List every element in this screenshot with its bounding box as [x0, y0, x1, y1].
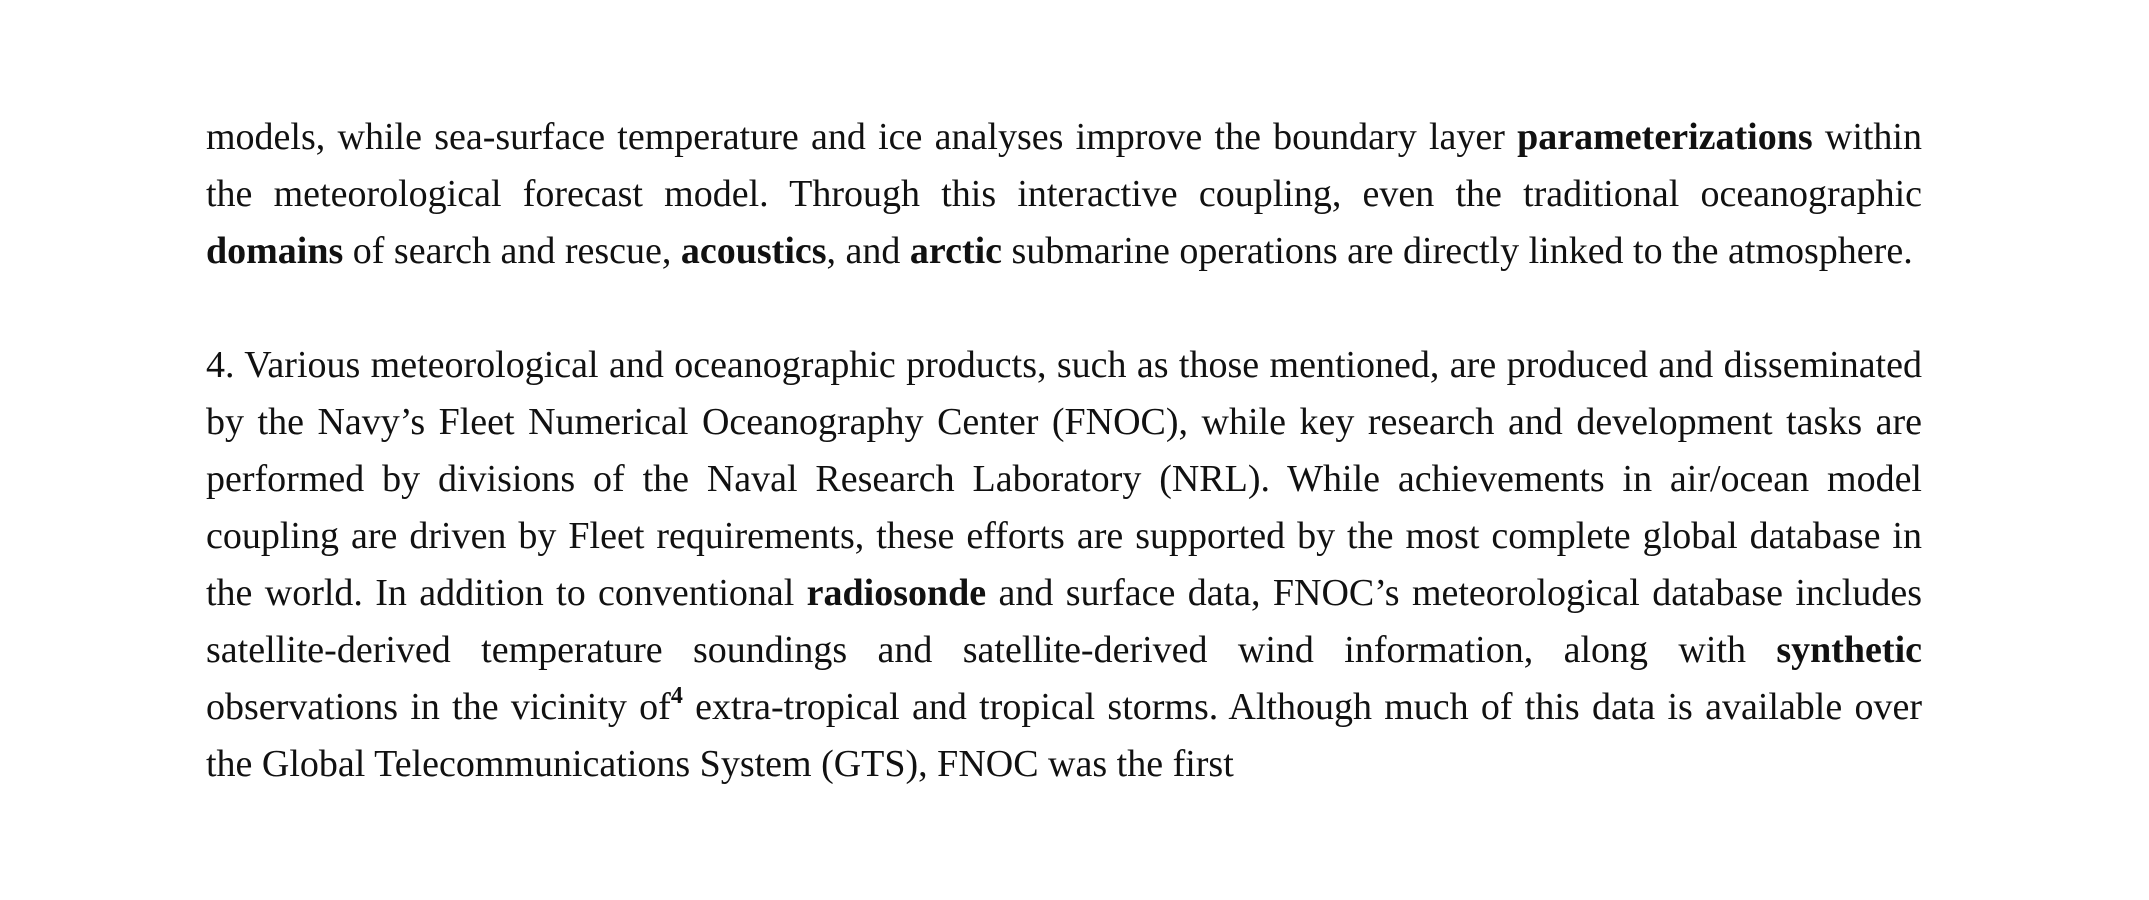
text-run: submarine operations are directly linked to the atmosphere.: [1002, 230, 1913, 272]
text-run: of search and rescue,: [343, 230, 681, 272]
text-run: extra-tropical and tropical storms. Although much of this data is available over the Global Telecommunications System (GTS), FNOC was the first: [206, 686, 1923, 785]
text-run: , and: [826, 230, 910, 272]
bold-term-acoustics: acoustics: [680, 230, 827, 272]
bold-term-parameterizations: parameterizations: [1517, 116, 1813, 158]
paragraph-3-continuation: [206, 109, 1922, 280]
text-run: and surface data, FNOC’s meteorological database includes satellite-derived temperature soundings and satellite-derived wind information, along with: [206, 572, 1922, 671]
text-run: models, while sea-surface temperature and ice analyses improve the boundary layer: [206, 116, 1505, 158]
paragraph-4: [206, 337, 1922, 793]
bold-term-radiosonde: radiosonde: [806, 572, 987, 614]
paragraph-spacer: [206, 280, 1922, 337]
footnote-marker: 4: [670, 683, 683, 709]
text-run: within the meteorological forecast model. Through this interactive coupling, even the traditional oceanographic: [206, 116, 1922, 215]
bold-term-synthetic: synthetic: [1776, 629, 1922, 671]
document-page: [206, 109, 1922, 793]
bold-term-arctic: arctic: [909, 230, 1003, 272]
bold-term-domains: domains: [206, 230, 344, 272]
text-run: 4. Various meteorological and oceanographic products, such as those mentioned, are produced and disseminated by the Navy’s Fleet Numerical Oceanography Center (FNOC), while key research and development tasks are performed by divisions of the Naval Research Laboratory (NRL). While achievements in air/ocean model coupling are driven by Fleet requirements, these efforts are supported by the most complete global database in the world. In addition to conventional: [206, 344, 1922, 614]
text-run: observations in the vicinity of: [206, 686, 671, 728]
